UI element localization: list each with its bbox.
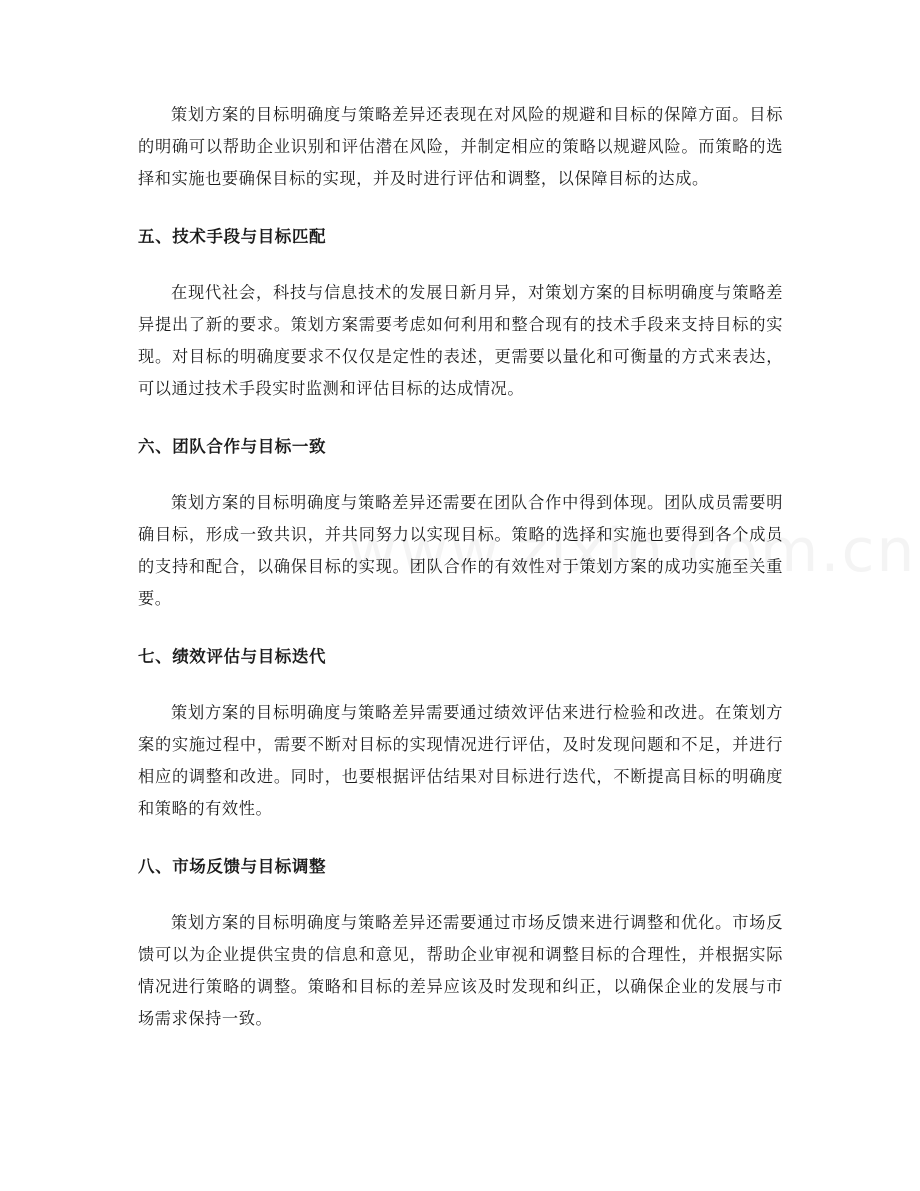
section-heading-7: 七、绩效评估与目标迭代 (138, 647, 327, 666)
paragraph-section-6: 策划方案的目标明确度与策略差异还需要在团队合作中得到体现。团队成员需要明确目标，形成一致共识，并共同努力以实现目标。策略的选择和实施也要得到各个成员的支持和配合，以确保目标的实现。团队合作的有效性对于策划方案的成功实施至关重要。 (138, 493, 783, 608)
paragraph-section-5: 在现代社会，科技与信息技术的发展日新月异，对策划方案的目标明确度与策略差异提出了新的要求。策划方案需要考虑如何利用和整合现有的技术手段来支持目标的实现。对目标的明确度要求不仅仅是定性的表述，更需要以量化和可衡量的方式来表达，可以通过技术手段实时监测和评估目标的达成情况。 (138, 283, 783, 398)
paragraph-section-7: 策划方案的目标明确度与策略差异需要通过绩效评估来进行检验和改进。在策划方案的实施过程中，需要不断对目标的实现情况进行评估，及时发现问题和不足，并进行相应的调整和改进。同时，也要根据评估结果对目标进行迭代，不断提高目标的明确度和策略的有效性。 (138, 703, 783, 818)
paragraph-intro: 策划方案的目标明确度与策略差异还表现在对风险的规避和目标的保障方面。目标的明确可以帮助企业识别和评估潜在风险，并制定相应的策略以规避风险。而策略的选择和实施也要确保目标的实现，并及时进行评估和调整，以保障目标的达成。 (138, 105, 783, 188)
section-heading-8: 八、市场反馈与目标调整 (138, 857, 327, 876)
document-body (138, 99, 783, 1035)
paragraph-section-8: 策划方案的目标明确度与策略差异还需要通过市场反馈来进行调整和优化。市场反馈可以为企业提供宝贵的信息和意见，帮助企业审视和调整目标的合理性，并根据实际情况进行策略的调整。策略和目标的差异应该及时发现和纠正，以确保企业的发展与市场需求保持一致。 (138, 913, 783, 1028)
section-heading-6: 六、团队合作与目标一致 (138, 437, 327, 456)
section-heading-5: 五、技术手段与目标匹配 (138, 227, 327, 246)
